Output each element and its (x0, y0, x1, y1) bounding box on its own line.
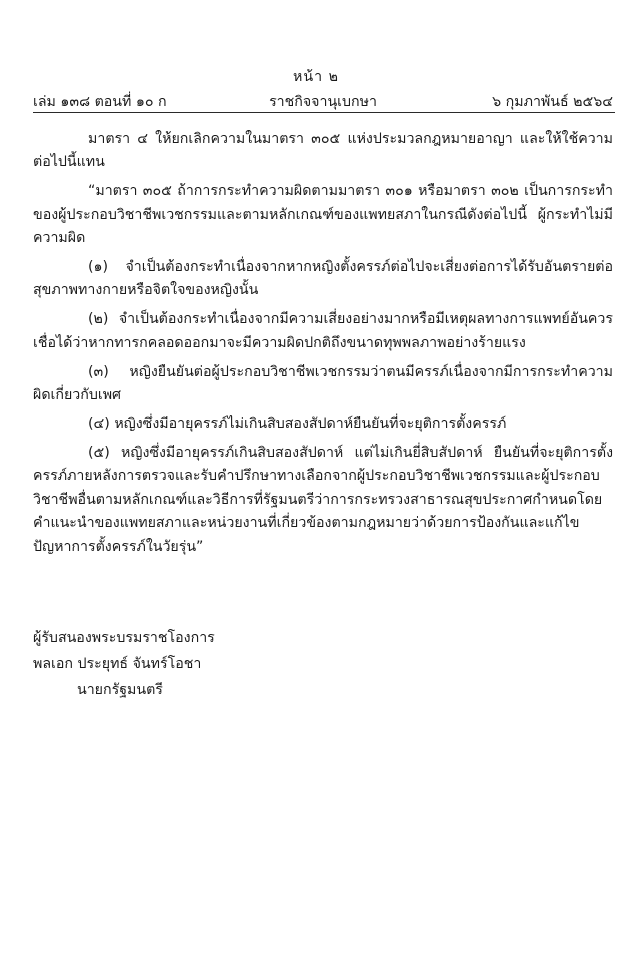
page-number: หน้า ๒ (293, 69, 339, 85)
header-divider (33, 112, 615, 113)
clause-2: (๒) จำเป็นต้องกระทำเนื่องจากมีความเสี่ยงอย่างมากหรือมีเหตุผลทางการแพทย์อันควรเชื่อได้ว่าหากทารกคลอดออกมาจะมีความผิดปกติถึงขนาดทุพพลภาพอย่างร้ายแรง (33, 311, 613, 351)
header-row (33, 91, 613, 113)
clause-1: (๑) จำเป็นต้องกระทำเนื่องจากหากหญิงตั้งครรภ์ต่อไปจะเสี่ยงต่อการได้รับอันตรายต่อสุขภาพทางกายหรือจิตใจของหญิงนั้น (33, 259, 613, 299)
document-body (33, 128, 613, 564)
section-4-paragraph: มาตรา ๔ ให้ยกเลิกความในมาตรา ๓๐๕ แห่งประมวลกฎหมายอาญา และให้ใช้ความต่อไปนี้แทน (33, 131, 613, 171)
clause-4: (๔) หญิงซึ่งมีอายุครรภ์ไม่เกินสิบสองสัปดาห์ยืนยันที่จะยุติการตั้งครรภ์ (88, 415, 507, 432)
publication-date: ๖ กุมภาพันธ์ ๒๕๖๔ (492, 94, 613, 110)
signatory-position: นายกรัฐมนตรี (77, 682, 163, 698)
clause-5: (๕) หญิงซึ่งมีอายุครรภ์เกินสิบสองสัปดาห์ แต่ไม่เกินยี่สิบสัปดาห์ ยืนยันที่จะยุติการตั้งครรภ์ภายหลังการตรวจและรับคำปรึกษาทางเลือกจากผู้ประกอบวิชาชีพเวชกรรมและผู้ประกอบวิชาชีพอื่นตามหลักเกณฑ์และวิธีการที่รัฐมนตรีว่าการกระทรวงสาธารณสุขประกาศกำหนดโดยคำแนะนำของแพทยสภาและหน่วยงานที่เกี่ยวข้องตามกฎหมายว่าด้วยการป้องกันและแก้ไขปัญหาการตั้งครรภ์ในวัยรุ่น” (33, 444, 613, 555)
gazette-title: ราชกิจจานุเบกษา (269, 94, 377, 110)
countersign-label: ผู้รับสนองพระบรมราชโองการ (33, 630, 215, 646)
volume-issue: เล่ม ๑๓๘ ตอนที่ ๑๐ ก (33, 94, 167, 110)
signature-block (33, 625, 215, 703)
clause-3: (๓) หญิงยืนยันต่อผู้ประกอบวิชาชีพเวชกรรมว่าตนมีครรภ์เนื่องจากมีการกระทำความผิดเกี่ยวกับเพศ (33, 363, 613, 404)
section-305-paragraph: “มาตรา ๓๐๕ ถ้าการกระทำความผิดตามมาตรา ๓๐๑ หรือมาตรา ๓๐๒ เป็นการกระทำของผู้ประกอบวิชาชีพเวชกรรมและตามหลักเกณฑ์ของแพทยสภาในกรณีดังต่อไปนี้ ผู้กระทำไม่มีความผิด (33, 183, 613, 247)
signatory-name: พลเอก ประยุทธ์ จันทร์โอชา (33, 656, 202, 672)
